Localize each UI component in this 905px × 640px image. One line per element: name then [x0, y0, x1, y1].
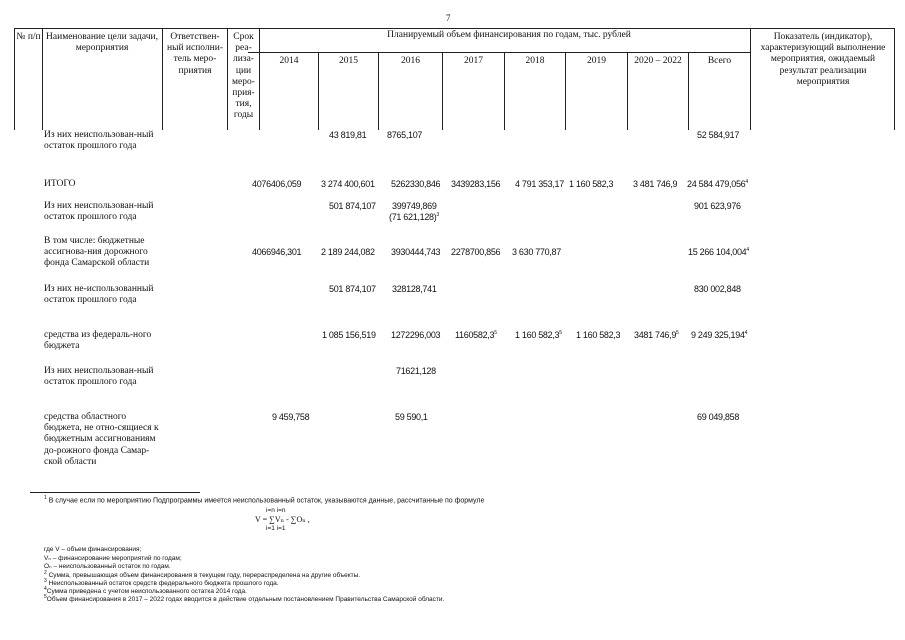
- row-3-total: 15 266 104,004$^4$: [688, 247, 749, 257]
- row-0-total: 52 584,917: [697, 130, 740, 140]
- row-5-2017: 1160582,3$^5$: [455, 330, 497, 340]
- row-7-2014: 9 459,758: [272, 412, 310, 422]
- footnote-where: где V – объем финансирования;: [44, 546, 142, 553]
- row-2-2015: 501 874,107: [329, 201, 376, 211]
- row-0-2015: 43 819,81: [329, 130, 367, 140]
- row-label: В том числе: бюджетные ассигнова-ния дорожного фонда Самарской области: [44, 236, 150, 269]
- row-1-2015: 3 274 400,601: [321, 179, 375, 189]
- row-label-total: ИТОГО: [44, 179, 76, 189]
- row-1-total: 24 584 479,056$^4$: [687, 179, 748, 189]
- row-label: Из них неиспользован-ный остаток прошлого года: [44, 130, 154, 152]
- row-label: Из них не-использованный остаток прошлого года: [44, 284, 154, 306]
- page-number: 7: [446, 13, 451, 23]
- footnote-separator: [30, 492, 200, 493]
- row-2-2016: 399749,869: [392, 201, 437, 211]
- row-5-2018: 1 160 582,3$^5$: [515, 330, 562, 340]
- row-7-2016: 59 590,1: [395, 412, 428, 422]
- header-col-term: Срок реа-лиза-ции меро-прия-тия, годы: [232, 32, 255, 121]
- formula-top: i=n i=n: [266, 507, 286, 514]
- row-3-2018: 3 630 770,87: [512, 247, 561, 257]
- row-3-2014: 4066946,301: [252, 247, 302, 257]
- header-year-2017: 2017: [464, 56, 483, 66]
- header-col-number: № п/п: [16, 32, 41, 42]
- row-7-total: 69 049,858: [697, 412, 740, 422]
- row-0-2016: 8765,107: [387, 130, 423, 140]
- footnote-vn: Vₙ – финансирование мероприятий по годам;: [44, 555, 182, 562]
- row-1-2017: 3439283,156: [451, 179, 501, 189]
- header-year-total: Всего: [707, 56, 732, 66]
- row-3-2016: 3930444,743: [391, 247, 441, 257]
- formula-bottom: i=1 i=1: [266, 525, 286, 532]
- footnote-on: Oₙ – неиспользованный остаток по годам.: [44, 563, 171, 570]
- footnote-1: $^1$ В случае если по мероприятию Подпрограммы имеется неиспользованный остаток, указываются данные, рассчитанные по формуле: [44, 495, 485, 505]
- row-1-2014: 4076406,059: [252, 179, 302, 189]
- row-2-2016-note: (71 621,128)$^3$: [389, 212, 439, 222]
- row-label: средства из федераль-ного бюджета: [44, 330, 152, 352]
- footnote-2: $^2$ Сумма, превышающая объем финансирования в текущем году, перераспределена на другие объекты.: [44, 570, 361, 580]
- header-col-indicator: Показатель (индикатор), характеризующий выполнение мероприятия, ожидаемый результат реализации мероприятия: [760, 32, 886, 87]
- row-label: Из них неиспользован-ный остаток прошлого года: [44, 366, 154, 388]
- row-label: средства областного бюджета, не отно-сящиеся к бюджетным ассигнованиям до-рожного фонда Самар-ской области: [44, 412, 159, 467]
- header-col-responsible: Ответствен-ный исполни-тель меро-приятия: [166, 32, 223, 76]
- row-3-2017: 2278700,856: [451, 247, 501, 257]
- header-year-2018: 2018: [525, 56, 545, 66]
- header-col-planned: Планируемый объем финансирования по годам, тыс. рублей: [387, 30, 631, 40]
- row-3-2015: 2 189 244,082: [321, 247, 375, 257]
- footnote-3: $^3$ Неиспользованный остаток средств федерального бюджета прошлого года.: [44, 578, 279, 588]
- footnote-5: $^5$Объем финансирования в 2017 – 2022 годах вводится в действие отдельным постановлением Правительства Самарской области.: [44, 594, 445, 604]
- header-year-2015: 2015: [339, 56, 358, 66]
- row-5-2019: 1 160 582,3: [576, 330, 621, 340]
- row-2-total: 901 623,976: [694, 201, 741, 211]
- header-year-2020-2022: 2020 – 2022: [634, 56, 682, 66]
- row-6-2016: 71621,128: [396, 366, 436, 376]
- formula: V = ∑Vₙ - ∑Oₙ ,: [255, 515, 310, 524]
- row-1-2018: 4 791 353,17: [515, 179, 564, 189]
- header-col-name: Наименование цели задачи, мероприятия: [46, 32, 158, 54]
- header-year-2014: 2014: [279, 56, 299, 66]
- header-year-2016: 2016: [401, 56, 420, 66]
- row-4-2016: 328128,741: [392, 284, 437, 294]
- row-4-2015: 501 874,107: [329, 284, 376, 294]
- row-5-2015: 1 085 156,519: [322, 330, 376, 340]
- row-1-2019: 1 160 582,3: [569, 179, 614, 189]
- table-header: [14, 28, 894, 130]
- header-year-2019: 2019: [587, 56, 606, 66]
- row-4-total: 830 002,848: [694, 284, 741, 294]
- row-5-2020: 3481 746,9$^5$: [634, 330, 679, 340]
- footnote-4: $^4$Сумма приведена с учетом неиспользованного остатка 2014 года.: [44, 586, 247, 596]
- row-1-2020: 3 481 746,9: [633, 179, 678, 189]
- row-5-total: 9 249 325,194$^4$: [691, 330, 748, 340]
- row-1-2016: 5262330,846: [391, 179, 441, 189]
- row-label: Из них неиспользован-ный остаток прошлого года: [44, 201, 154, 223]
- row-5-2016: 1272296,003: [391, 330, 441, 340]
